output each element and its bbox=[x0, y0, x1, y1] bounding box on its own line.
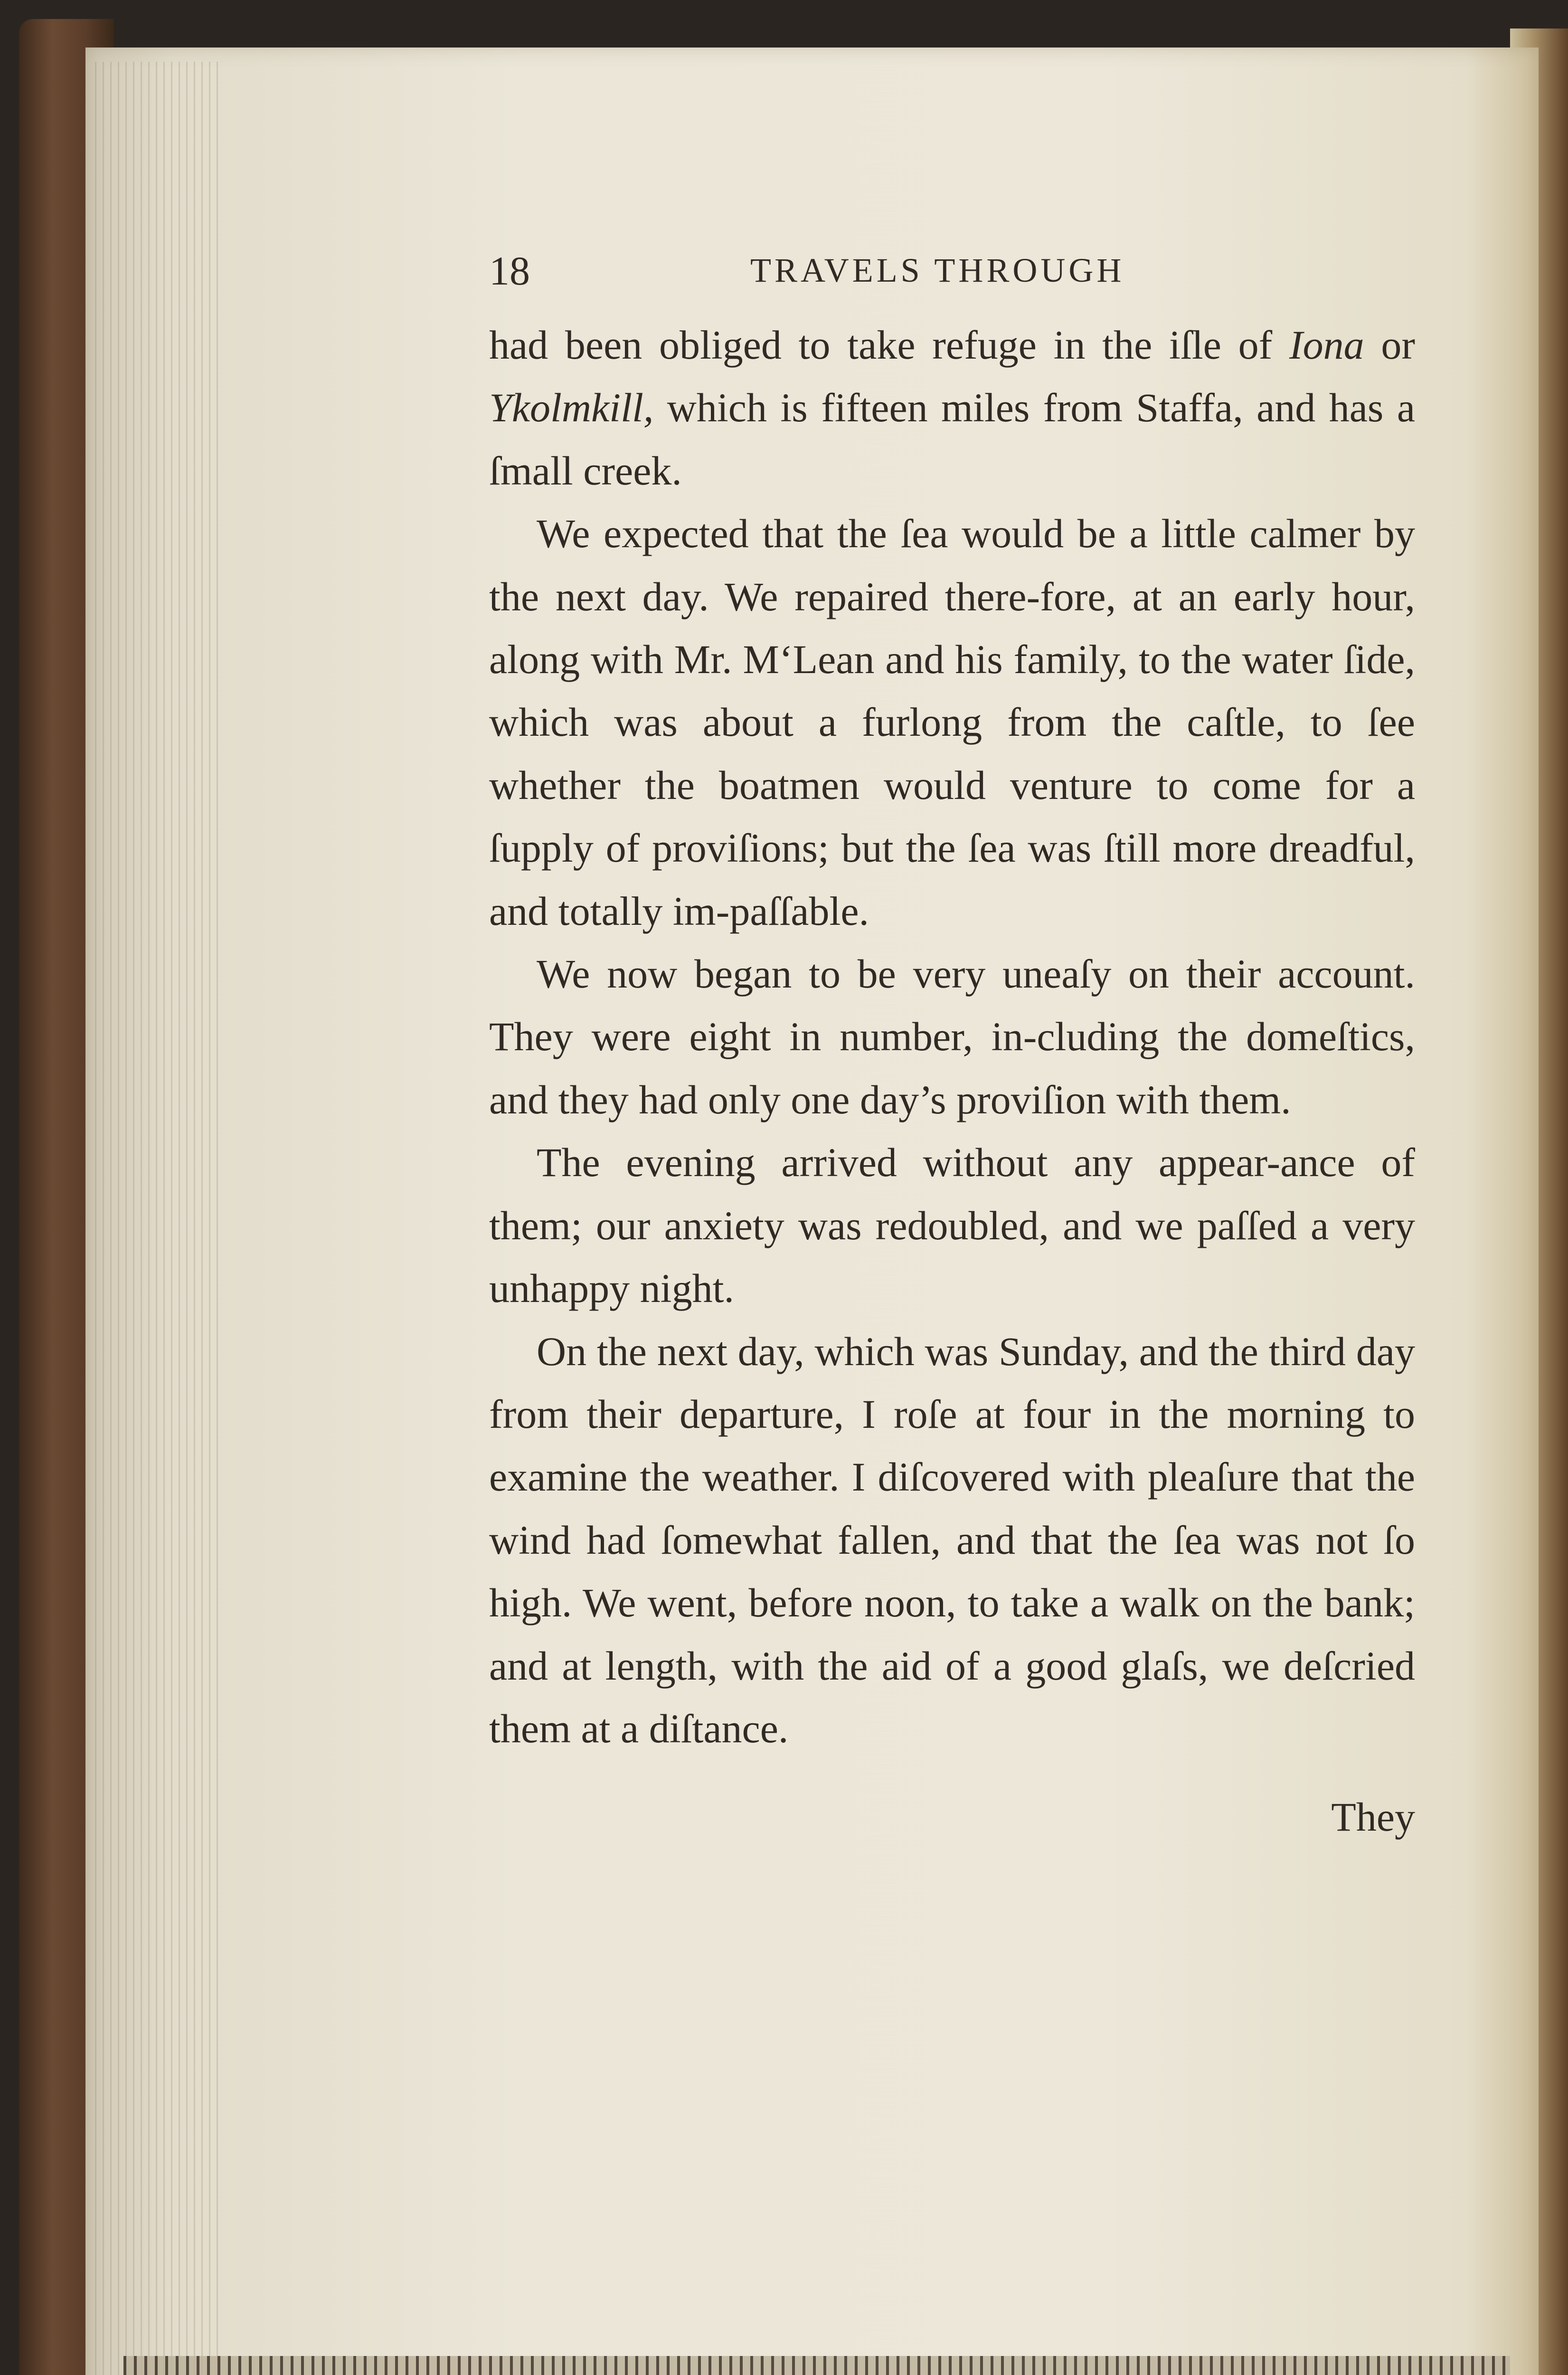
text-segment: The evening arrived without any appear-ance of them; our anxiety was redoubled, and we paſſed a very unhappy night. bbox=[489, 1140, 1415, 1311]
paragraph bbox=[489, 942, 1415, 1131]
text-segment-italic: Iona bbox=[1289, 322, 1364, 368]
text-segment: We now began to be very uneaſy on their account. They were eight in number, in-cluding the domeſtics, and they had only one day’s proviſion with them. bbox=[489, 951, 1415, 1122]
page-leaf-edges bbox=[95, 62, 218, 2375]
text-segment: which is fifteen miles from Staffa, and has a ſmall creek. bbox=[489, 385, 1415, 494]
paragraph bbox=[489, 314, 1415, 502]
paragraph bbox=[489, 1131, 1415, 1320]
text-segment: On the next day, which was Sunday, and the third day from their departure, I roſe at four in the morning to examine the weather. I diſcovered with pleaſure that the wind had ſomewhat fallen, and that the ſea was not ſo high. We went, before noon, to take a walk on the bank; and at length, with the aid of a good glaſs, we deſcried them at a diſtance. bbox=[489, 1328, 1415, 1751]
page-number: 18 bbox=[489, 248, 530, 294]
paragraph bbox=[489, 502, 1415, 942]
paragraph bbox=[489, 1320, 1415, 1760]
page-bottom-edge bbox=[123, 2356, 1510, 2375]
text-segment-italic: Ykolmkill, bbox=[489, 385, 654, 431]
body-text bbox=[489, 314, 1415, 1760]
text-segment: We expected that the ſea would be a little calmer by the next day. We repaired there-fore, at an early hour, along with Mr. M‘Lean and his family, to the water ſide, which was about a furlong from the caſtle, to ſee whether the boatmen would venture to come for a ſupply of proviſions; but the ſea was ſtill more dreadful, and totally im-paſſable. bbox=[489, 511, 1415, 934]
text-segment: or bbox=[1364, 322, 1415, 368]
text-segment: had been obliged to take refuge in the iſle of bbox=[489, 322, 1289, 368]
catchword-row bbox=[489, 1793, 1415, 1856]
page-header bbox=[489, 247, 1415, 304]
catchword: They bbox=[1331, 1794, 1415, 1840]
running-head: TRAVELS THROUGH bbox=[750, 251, 1125, 289]
text-block bbox=[489, 247, 1415, 1856]
